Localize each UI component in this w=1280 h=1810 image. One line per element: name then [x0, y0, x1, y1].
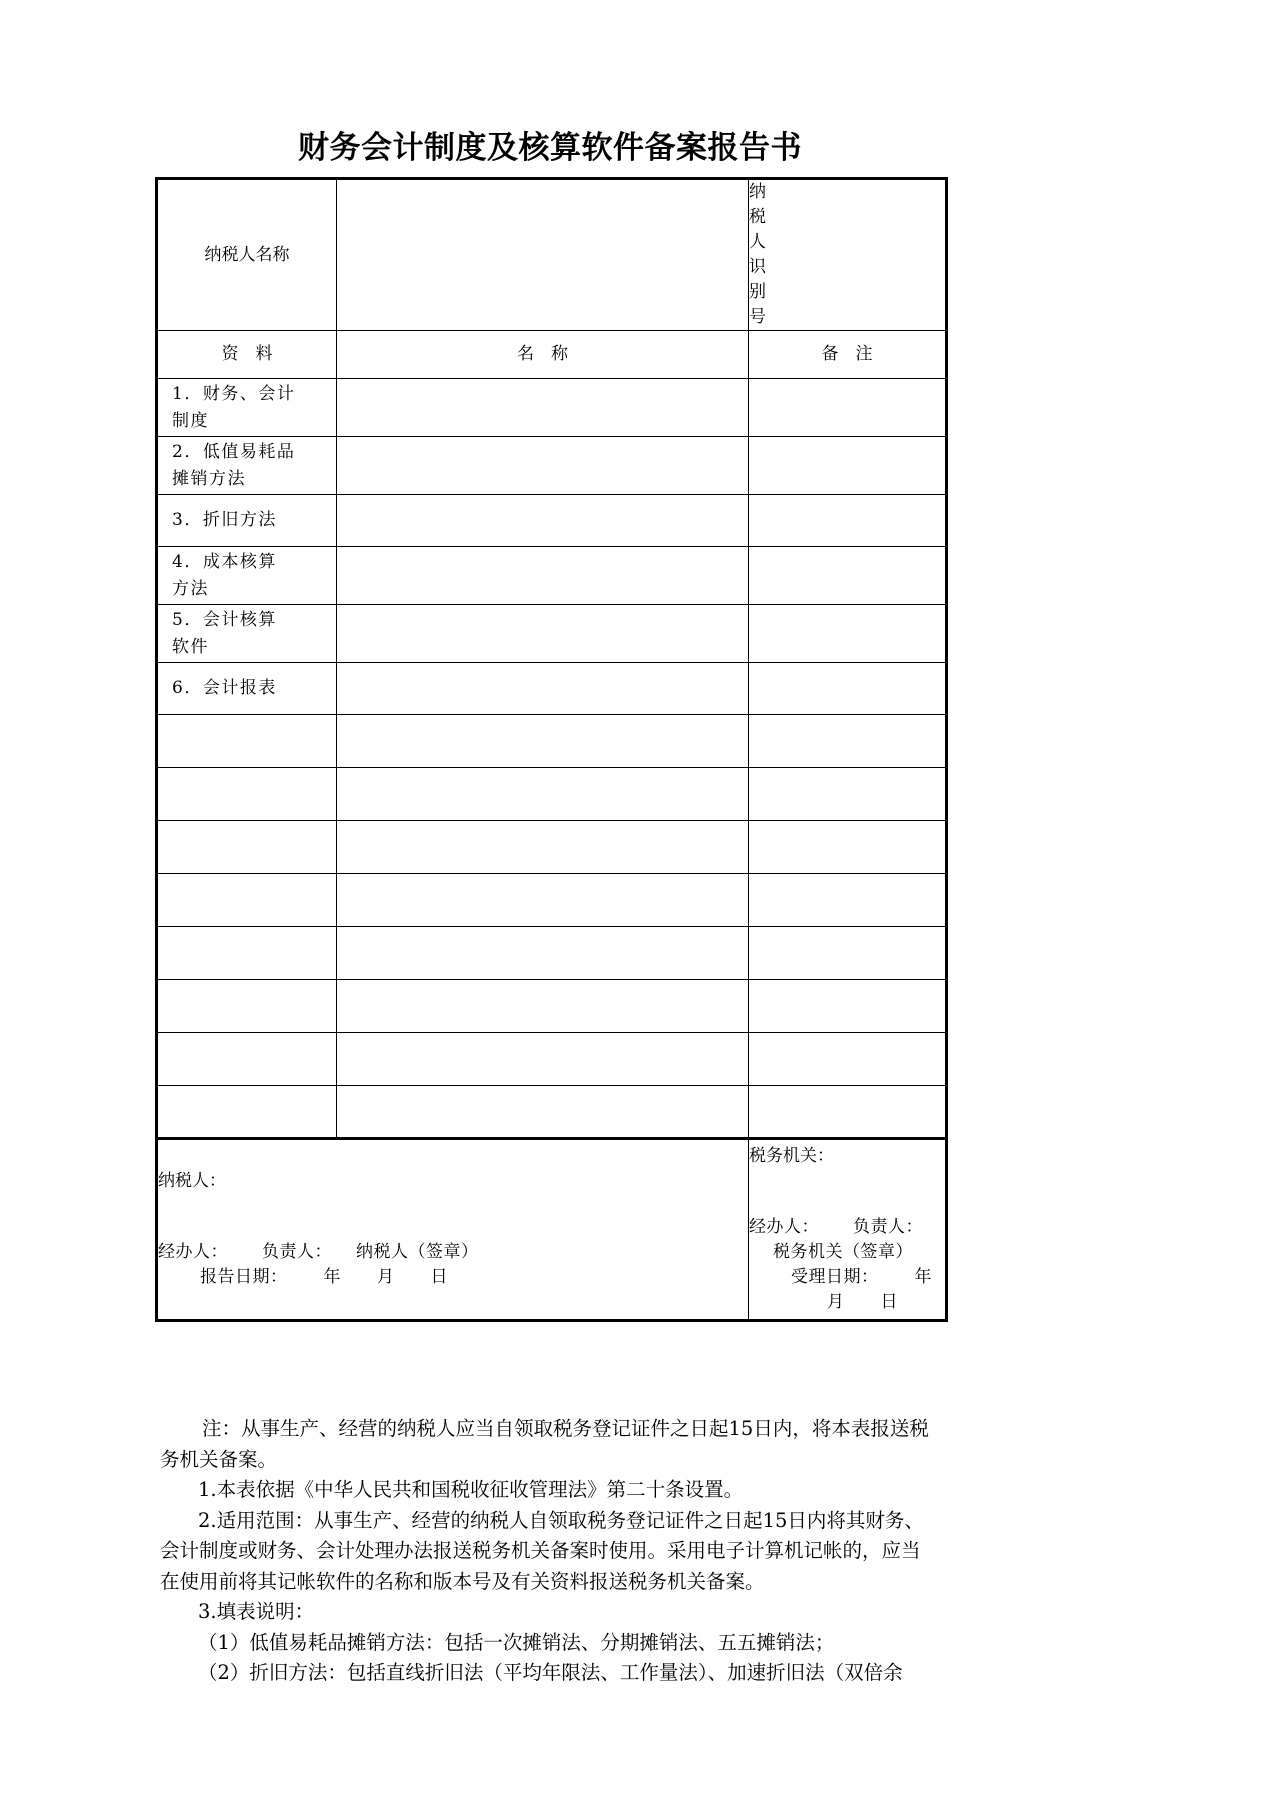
name-value-4[interactable] [337, 547, 749, 605]
report-date-year: 年 [323, 1267, 341, 1287]
remark-value-11[interactable] [749, 927, 947, 980]
authority-handler-label: 经办人： [749, 1217, 819, 1237]
remark-value-14[interactable] [749, 1086, 947, 1139]
name-value-13[interactable] [337, 1033, 749, 1086]
tax-authority-signature-block [749, 1139, 947, 1321]
material-label-4: 4．成本核算 方法 [157, 547, 337, 605]
note-line-7: 3.填表说明： [198, 1600, 315, 1623]
name-value-1[interactable] [337, 379, 749, 437]
report-date-label: 报告日期： [200, 1267, 288, 1287]
name-value-3[interactable] [337, 495, 749, 547]
taxpayer-id-label-line2: 识别号 [749, 257, 766, 327]
taxpayer-name-label: 纳税人名称 [157, 179, 337, 331]
header-remark: 备 注 [749, 331, 947, 379]
material-label-10[interactable] [157, 874, 337, 927]
table-row [157, 437, 947, 495]
table-row [157, 1086, 947, 1139]
accept-date-year: 年 [914, 1267, 932, 1287]
remark-value-13[interactable] [749, 1033, 947, 1086]
note-line-3: 1.本表依据《中华人民共和国税收征收管理法》第二十条设置。 [198, 1478, 744, 1501]
form-notes [160, 1414, 960, 1689]
table-row [157, 980, 947, 1033]
note-line-5: 会计制度或财务、会计处理办法报送税务机关备案时使用。采用电子计算机记帐的，应当 [160, 1539, 921, 1562]
remark-value-4[interactable] [749, 547, 947, 605]
report-date-month: 月 [377, 1267, 395, 1287]
material-label-2: 2．低值易耗品 摊销方法 [157, 437, 337, 495]
header-name: 名 称 [337, 331, 749, 379]
tax-authority-accept-date [749, 1265, 945, 1315]
taxpayer-id-label-line1: 纳税人 [749, 182, 766, 252]
taxpayer-signature-people [158, 1240, 748, 1265]
remark-value-12[interactable] [749, 980, 947, 1033]
table-row [157, 495, 947, 547]
note-line-6: 在使用前将其记帐软件的名称和版本号及有关资料报送税务机关备案。 [160, 1569, 765, 1593]
material-label-14[interactable] [157, 1086, 337, 1139]
accept-date-label: 受理日期： [791, 1267, 879, 1287]
note-line-2: 务机关备案。 [160, 1447, 278, 1471]
material-label-12[interactable] [157, 980, 337, 1033]
taxpayer-identity-row [157, 179, 947, 331]
table-row [157, 874, 947, 927]
tax-authority-signature-title: 税务机关： [749, 1146, 834, 1166]
note-line-9: （2）折旧方法：包括直线折旧法（平均年限法、工作量法）、加速折旧法（双倍余 [198, 1661, 903, 1684]
filing-report-table [155, 177, 948, 1322]
authority-responsible-label: 负责人： [853, 1217, 923, 1237]
report-date-day: 日 [430, 1267, 448, 1287]
remark-value-1[interactable] [749, 379, 947, 437]
material-label-8[interactable] [157, 768, 337, 821]
note-line-4: 2.适用范围：从事生产、经营的纳税人自领取税务登记证件之日起15日内将其财务、 [198, 1508, 924, 1532]
material-label-1: 1．财务、会计 制度 [157, 379, 337, 437]
name-value-7[interactable] [337, 715, 749, 768]
note-line-1: 注：从事生产、经营的纳税人应当自领取税务登记证件之日起15日内，将本表报送税 [202, 1417, 929, 1440]
accept-date-day: 日 [880, 1292, 898, 1312]
table-row [157, 379, 947, 437]
remark-value-9[interactable] [749, 821, 947, 874]
page-title: 财务会计制度及核算软件备案报告书 [298, 130, 802, 166]
accept-date-month: 月 [827, 1292, 845, 1312]
remark-value-2[interactable] [749, 437, 947, 495]
name-value-5[interactable] [337, 605, 749, 663]
header-material: 资 料 [157, 331, 337, 379]
taxpayer-name-value[interactable] [337, 179, 749, 331]
table-row [157, 663, 947, 715]
taxpayer-id-value[interactable] [749, 179, 947, 331]
taxpayer-signature-block [157, 1139, 749, 1321]
taxpayer-report-date [158, 1265, 748, 1290]
name-value-9[interactable] [337, 821, 749, 874]
table-row [157, 605, 947, 663]
note-line-8: （1）低值易耗品摊销方法：包括一次摊销法、分期摊销法、五五摊销法； [198, 1630, 835, 1654]
taxpayer-signature-title: 纳税人： [158, 1171, 226, 1191]
table-row [157, 1033, 947, 1086]
table-row [157, 715, 947, 768]
material-label-3: 3．折旧方法 [157, 495, 337, 547]
remark-value-7[interactable] [749, 715, 947, 768]
table-row [157, 768, 947, 821]
table-row [157, 821, 947, 874]
name-value-8[interactable] [337, 768, 749, 821]
material-label-9[interactable] [157, 821, 337, 874]
remark-value-5[interactable] [749, 605, 947, 663]
table-row [157, 547, 947, 605]
remark-value-6[interactable] [749, 663, 947, 715]
name-value-11[interactable] [337, 927, 749, 980]
table-row [157, 927, 947, 980]
authority-seal-label: 税务机关（签章） [773, 1242, 913, 1262]
taxpayer-responsible-label: 负责人： [262, 1242, 332, 1262]
remark-value-8[interactable] [749, 768, 947, 821]
material-label-6: 6．会计报表 [157, 663, 337, 715]
material-label-7[interactable] [157, 715, 337, 768]
signature-row [157, 1139, 947, 1321]
name-value-6[interactable] [337, 663, 749, 715]
material-label-13[interactable] [157, 1033, 337, 1086]
taxpayer-handler-label: 经办人： [158, 1242, 228, 1262]
tax-authority-signature-people [749, 1215, 945, 1265]
remark-value-3[interactable] [749, 495, 947, 547]
material-label-5: 5．会计核算 软件 [157, 605, 337, 663]
name-value-14[interactable] [337, 1086, 749, 1139]
name-value-2[interactable] [337, 437, 749, 495]
name-value-10[interactable] [337, 874, 749, 927]
taxpayer-seal-label: 纳税人（签章） [356, 1242, 479, 1262]
remark-value-10[interactable] [749, 874, 947, 927]
column-header-row [157, 331, 947, 379]
name-value-12[interactable] [337, 980, 749, 1033]
material-label-11[interactable] [157, 927, 337, 980]
